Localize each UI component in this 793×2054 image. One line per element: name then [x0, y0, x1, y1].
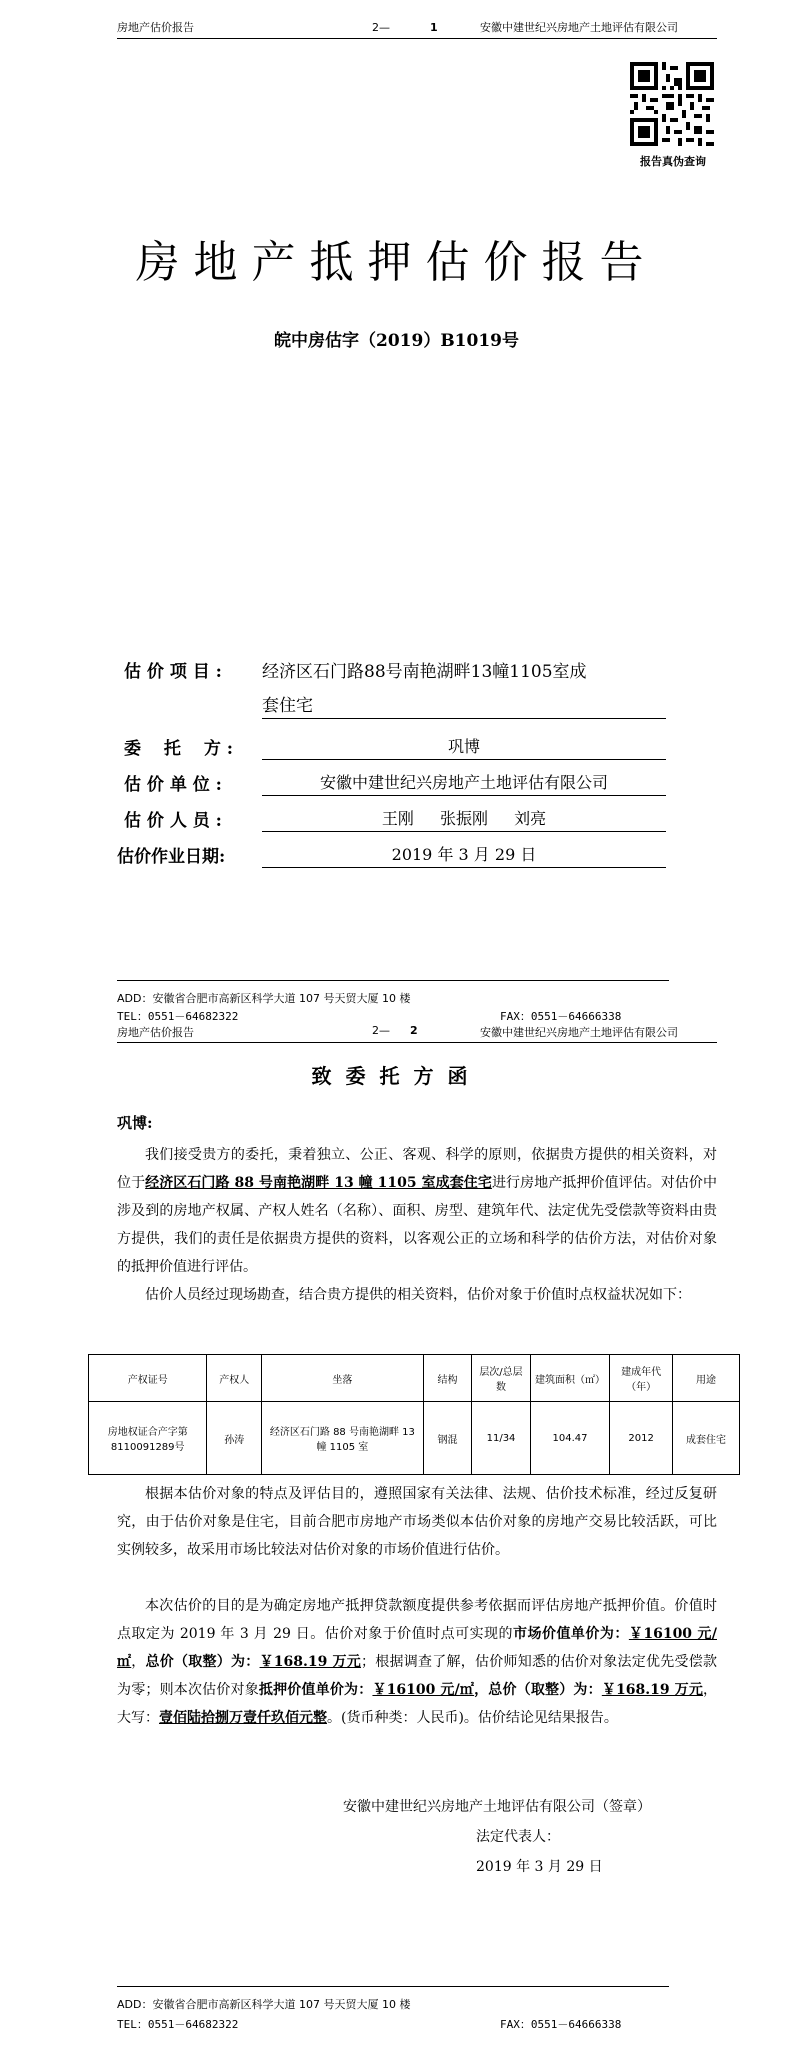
table-cell: 孙涛 — [207, 1402, 262, 1475]
table-cell: 房地权证合产字第8110091289号 — [89, 1402, 207, 1475]
field-value-client: 巩博 — [262, 734, 666, 760]
letter-title: 致委托方函 — [311, 1064, 482, 1088]
qr-code-icon[interactable] — [630, 62, 714, 146]
property-info-table — [88, 1354, 740, 1475]
field-label-client: 委 托 方 : — [124, 739, 234, 759]
market-total-price: ￥168.19 万元 — [259, 1654, 362, 1670]
table-header: 用途 — [673, 1355, 740, 1402]
document-number: 皖中房估字（2019）B1019号 — [274, 331, 519, 351]
table-header: 产权证号 — [89, 1355, 207, 1402]
total-in-words: 壹佰陆拾捌万壹仟玖佰元整 — [159, 1710, 327, 1726]
page1-header-left: 房地产估价报告 — [117, 21, 194, 34]
page1-footer-tel: TEL：0551－64682322 — [117, 1010, 239, 1023]
field-value-appraisers: 王刚 张振刚 刘亮 — [262, 806, 666, 832]
page1-header-rule — [117, 38, 717, 39]
page2-footer-rule — [117, 1986, 669, 1987]
page1-header-page-number: 1 — [430, 21, 438, 34]
table-cell: 钢混 — [423, 1402, 471, 1475]
page1-footer-address: ADD：安徽省合肥市高新区科学大道 107 号天贸大厦 10 楼 — [117, 992, 411, 1005]
paragraph-inspection: 估价人员经过现场勘查，结合贵方提供的相关资料，估价对象于价值时点权益状况如下： — [145, 1287, 691, 1303]
paragraph-valuation-result: 本次估价的目的是为确定房地产抵押贷款额度提供参考依据而评估房地产抵押价值。价值时点取定为 2019 年 3 月 29 日。估价对象于价值时点可实现的市场价值单价为：￥16100 元/㎡，总价（取整）为：￥168.19 万元；根据调查了解，估价师知悉的估价对象法定优先受偿款为零；则本次估价对象抵押价值单价为：￥16100 元/㎡，总价（取整）为：￥168.19 万元，大写：壹佰陆拾捌万壹仟玖佰元整。(货币种类：人民币)。估价结论见结果报告。 — [117, 1598, 718, 1726]
table-header-row — [89, 1355, 740, 1402]
page2-header-left: 房地产估价报告 — [117, 1026, 194, 1039]
table-header: 建筑面积（㎡） — [530, 1355, 609, 1402]
table-cell: 经济区石门路 88 号南艳湖畔 13 幢 1105 室 — [262, 1402, 424, 1475]
property-address: 经济区石门路 88 号南艳湖畔 13 幢 1105 室成套住宅 — [145, 1175, 492, 1191]
table-cell: 成套住宅 — [673, 1402, 740, 1475]
market-unit-price: ￥16100 元/㎡ — [117, 1626, 717, 1670]
field-label-appraisers: 估 价 人 员 : — [124, 811, 222, 831]
mortgage-unit-price: ￥16100 元/㎡ — [372, 1682, 475, 1698]
table-header: 产权人 — [207, 1355, 262, 1402]
qr-caption: 报告真伪查询 — [640, 155, 706, 168]
table-cell: 11/34 — [472, 1402, 531, 1475]
mortgage-total-price: ￥168.19 万元 — [601, 1682, 704, 1698]
signature-representative: 法定代表人： — [476, 1829, 560, 1845]
page1-header-page-prefix: 2— — [372, 21, 390, 34]
field-label-project: 估 价 项 目 : — [124, 662, 222, 682]
table-header: 层次/总层数 — [472, 1355, 531, 1402]
table-header: 坐落 — [262, 1355, 424, 1402]
salutation: 巩博: — [117, 1114, 153, 1132]
table-header: 结构 — [423, 1355, 471, 1402]
field-label-date: 估价作业日期: — [117, 847, 226, 867]
page2-header-right: 安徽中建世纪兴房地产土地评估有限公司 — [480, 1026, 678, 1039]
paragraph-methodology: 根据本估价对象的特点及评估目的，遵照国家有关法律、法规、估价技术标准，经过反复研究，由于估价对象是住宅，目前合肥市房地产市场类似本估价对象的房地产交易比较活跃，可比实例较多，故采用市场比较法对估价对象的市场价值进行估价。 — [117, 1486, 717, 1558]
page2-footer-tel: TEL：0551－64682322 — [117, 2018, 239, 2031]
page2-header-page-number: 2 — [410, 1024, 418, 1037]
page1-header-right: 安徽中建世纪兴房地产土地评估有限公司 — [480, 21, 678, 34]
field-value-date: 2019 年 3 月 29 日 — [262, 842, 666, 868]
page1-footer-rule — [117, 980, 669, 981]
table-row — [89, 1402, 740, 1475]
signature-date: 2019 年 3 月 29 日 — [476, 1859, 603, 1875]
page2-header-rule — [117, 1042, 717, 1043]
page2-footer-fax: FAX：0551－64666338 — [500, 2018, 622, 2031]
signature-company: 安徽中建世纪兴房地产土地评估有限公司（签章） — [343, 1799, 651, 1815]
page2-footer-address: ADD：安徽省合肥市高新区科学大道 107 号天贸大厦 10 楼 — [117, 1998, 411, 2011]
table-cell: 2012 — [610, 1402, 673, 1475]
report-title: 房地产抵押估价报告 — [135, 237, 658, 288]
page1-footer-fax: FAX：0551－64666338 — [500, 1010, 622, 1023]
field-value-project-line2: 套住宅 — [262, 691, 666, 719]
page2-header-page-prefix: 2— — [372, 1024, 390, 1037]
field-value-project-line1: 经济区石门路88号南艳湖畔13幢1105室成 — [262, 662, 587, 682]
paragraph-engagement: 我们接受贵方的委托，秉着独立、公正、客观、科学的原则，依据贵方提供的相关资料，对位于经济区石门路 88 号南艳湖畔 13 幢 1105 室成套住宅进行房地产抵押价值评估。对估价中涉及到的房地产权属、产权人姓名（名称）、面积、房型、建筑年代、法定优先受偿款等资料由贵方提供，我们的责任是依据贵方提供的资料，以客观公正的立场和科学的估价方法，对估价对象的抵押价值进行评估。 — [117, 1147, 717, 1275]
field-value-firm: 安徽中建世纪兴房地产土地评估有限公司 — [262, 770, 666, 796]
field-label-firm: 估 价 单 位 : — [124, 775, 222, 795]
table-cell: 104.47 — [530, 1402, 609, 1475]
table-header: 建成年代（年） — [610, 1355, 673, 1402]
